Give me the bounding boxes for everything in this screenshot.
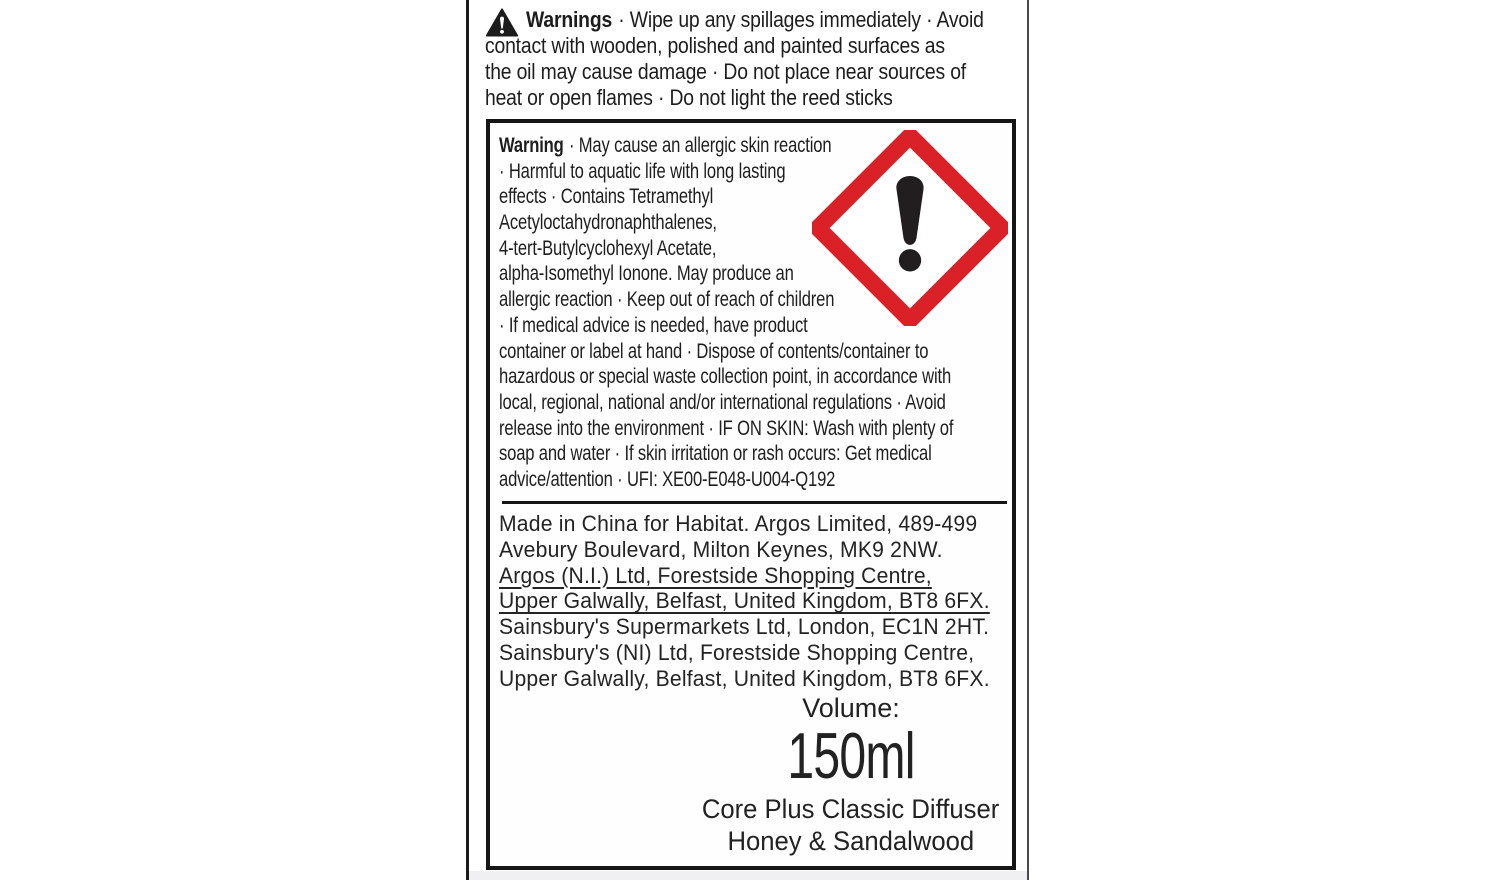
address-line-3: Argos (N.I.) Ltd, Forestside Shopping Centre, xyxy=(499,562,932,588)
product-scent: Honey & Sandalwood xyxy=(727,826,975,856)
hazard-text-1: · May cause an allergic skin reaction xyxy=(568,134,832,157)
warnings-line-4: heat or open flames · Do not light the reed sticks xyxy=(485,85,893,110)
hazard-line-10: hazardous or special waste collection point, in accordance with xyxy=(499,365,952,389)
hazard-line-8: · If medical advice is needed, have product xyxy=(499,313,808,337)
hazard-line-14: advice/attention · UFI: XE00-E048-U004-Q192 xyxy=(499,467,836,491)
hazard-line-5: 4-tert-Butylcyclohexyl Acetate, xyxy=(499,236,717,260)
warnings-text-1: · Wipe up any spillages immediately · Avoid xyxy=(618,7,984,32)
section-divider xyxy=(502,501,1007,504)
product-name: Core Plus Classic Diffuser xyxy=(702,794,1000,824)
address-line-1: Made in China for Habitat. Argos Limited, 489-499 xyxy=(499,511,978,536)
address-line-7: Upper Galwally, Belfast, United Kingdom, BT8 6FX. xyxy=(499,665,990,691)
hazard-line-13: soap and water · If skin irritation or rash occurs: Get medical xyxy=(499,442,932,466)
manufacturer-address xyxy=(499,511,1021,692)
hazard-warning-box xyxy=(486,119,1016,870)
address-line-2: Avebury Boulevard, Milton Keynes, MK9 2NW. xyxy=(499,536,943,562)
warnings-line-3: the oil may cause damage · Do not place near sources of xyxy=(485,59,967,84)
hazard-title: Warning xyxy=(499,134,564,157)
label-bottom-strip xyxy=(469,871,1027,880)
address-line-4: Upper Galwally, Belfast, United Kingdom, BT8 6FX. xyxy=(499,588,990,614)
hazard-line-11: local, regional, national and/or international regulations · Avoid xyxy=(499,390,946,414)
hazard-statements xyxy=(499,133,1074,493)
hazard-line-4: Acetyloctahydronaphthalenes, xyxy=(499,211,717,235)
hazard-line-1 xyxy=(499,133,1074,159)
hazard-line-6: alpha-Isomethyl Ionone. May produce an xyxy=(499,262,794,286)
volume-value: 150ml xyxy=(787,719,915,792)
warnings-line-2: contact with wooden, polished and painted surfaces as xyxy=(485,33,945,58)
address-line-6: Sainsbury's (NI) Ltd, Forestside Shopping Centre, xyxy=(499,639,975,665)
general-warnings-section xyxy=(485,7,1025,111)
volume-product-group xyxy=(686,693,1016,857)
warnings-title: Warnings xyxy=(526,7,613,32)
warnings-line-1 xyxy=(485,7,1025,33)
address-line-5: Sainsbury's Supermarkets Ltd, London, EC1N 2HT. xyxy=(499,614,990,640)
volume-label: Volume: xyxy=(802,693,900,723)
hazard-line-2: · Harmful to aquatic life with long lasting xyxy=(499,159,786,183)
hazard-line-9: container or label at hand · Dispose of contents/container to xyxy=(499,339,929,363)
label-left-edge xyxy=(466,0,469,880)
hazard-line-12: release into the environment · IF ON SKIN: Wash with plenty of xyxy=(499,416,954,440)
hazard-line-7: allergic reaction · Keep out of reach of children xyxy=(499,288,835,312)
hazard-line-3: effects · Contains Tetramethyl xyxy=(499,185,714,209)
